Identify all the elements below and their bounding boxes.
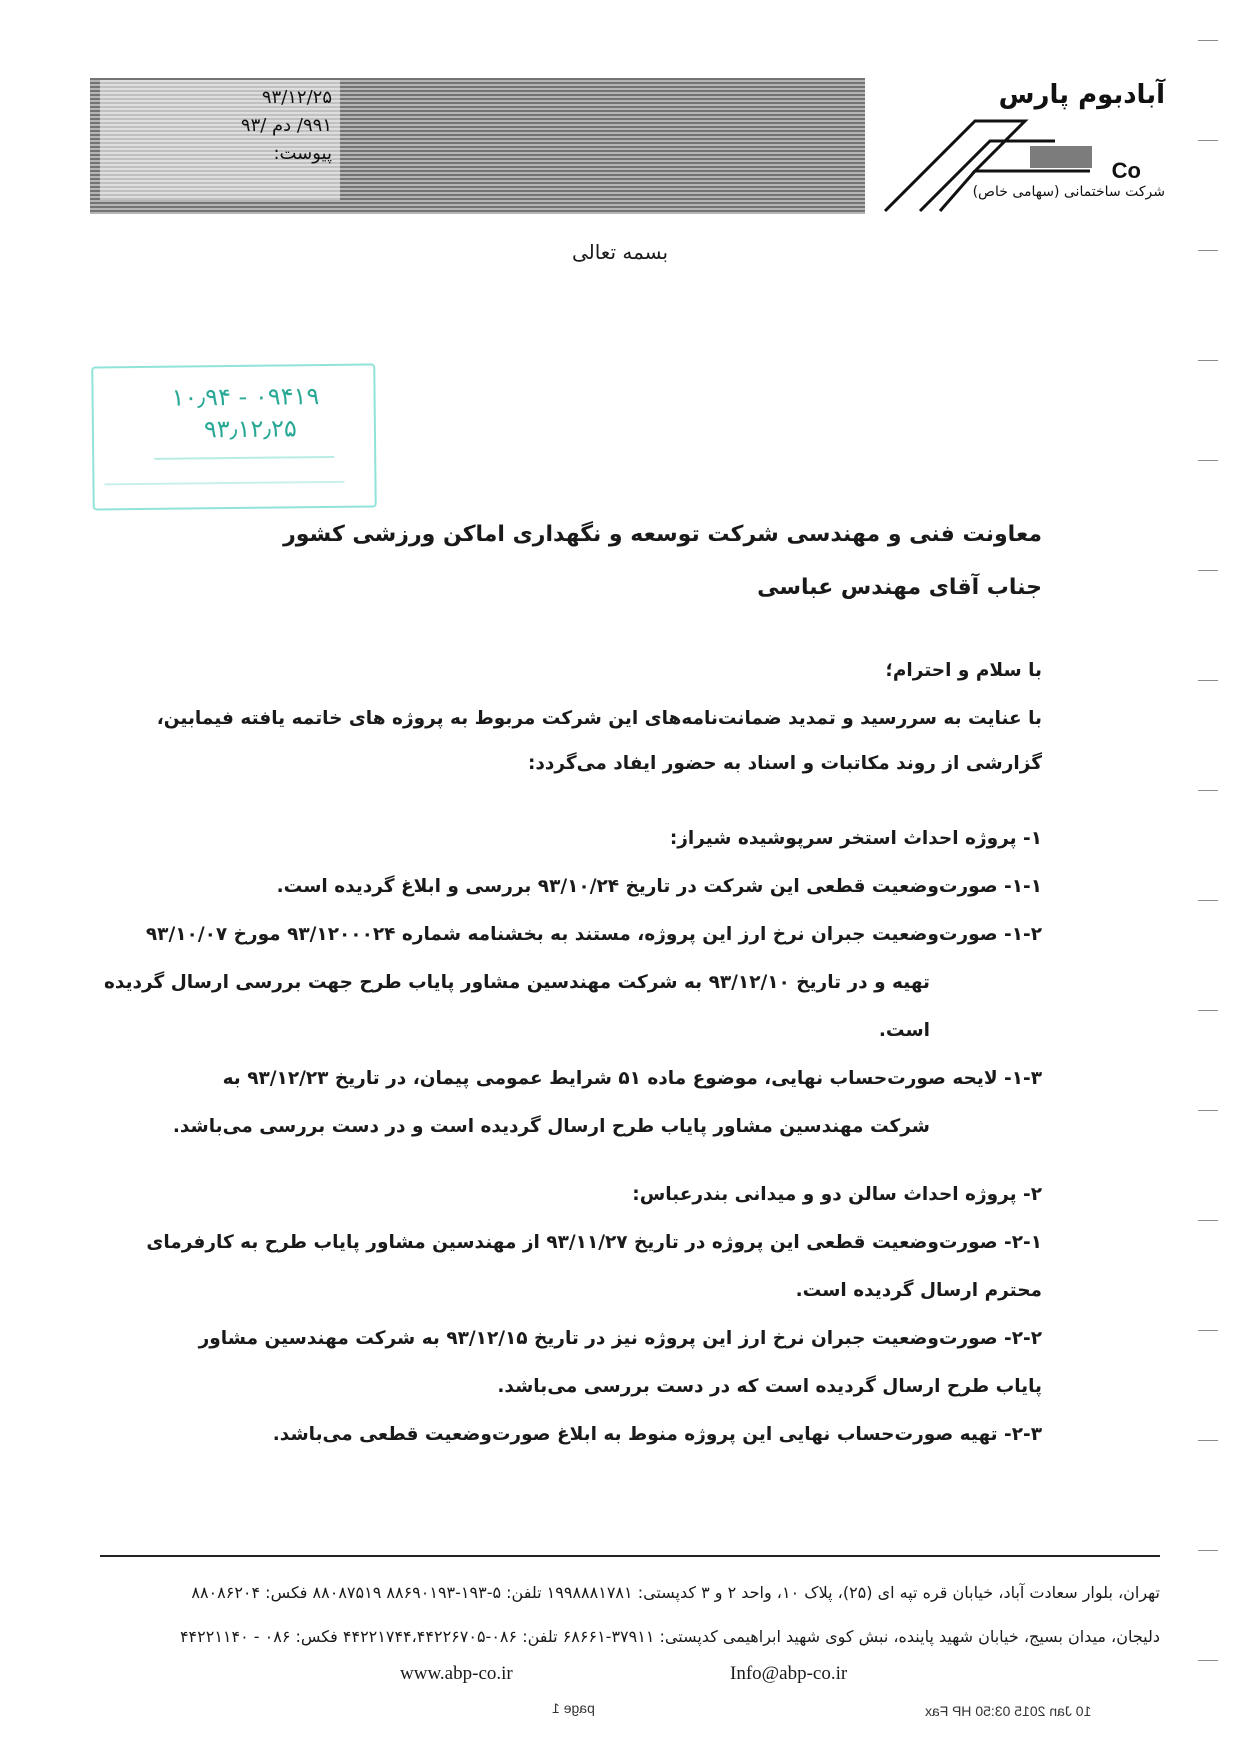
letter-number: ۹۹۱/ دم /۹۳	[240, 115, 332, 136]
footer-address-tehran: تهران، بلوار سعادت آباد، خیابان قره تپه ای (۲۵)، پلاک ۱۰، واحد ۲ و ۳ کدپستی: ۱۹۹۸۸۸۱۷۸۱ تلفن: ۵-۱۹۳-۸۸۶۹۰۱۹۳ ۸۸۰۸۷۵۱۹ فکس: ۸۸۰۸۶۲۰۴	[191, 1583, 1160, 1602]
company-tagline: شرکت ساختمانی (سهامی خاص)	[972, 184, 1165, 200]
bismillah-heading: بسمه تعالی	[571, 240, 669, 264]
company-name: آبادبوم پارس	[998, 80, 1165, 110]
footer-divider	[100, 1555, 1160, 1557]
stamp-date: ۹۳٫۱۲٫۲۵	[203, 414, 297, 444]
margin-tick	[1198, 250, 1218, 251]
margin-tick	[1198, 460, 1218, 461]
item-2-1-line-2: محترم ارسال گردیده است.	[795, 1280, 1042, 1301]
item-1-3-line-2: شرکت مهندسین مشاور پایاب طرح ارسال گردیده است و در دست بررسی می‌باشد.	[172, 1116, 930, 1137]
margin-tick	[1198, 140, 1218, 141]
letter-date: ۹۳/۱۲/۲۵	[261, 87, 332, 108]
recipient-organization: معاونت فنی و مهندسی شرکت توسعه و نگهداری اماکن ورزشی کشور	[283, 522, 1042, 547]
footer-website-link[interactable]: www.abp-co.ir	[400, 1663, 513, 1684]
intro-line-2: گزارشی از روند مکاتبات و اسناد به حضور ایفاد می‌گردد:	[528, 753, 1042, 774]
margin-tick-marks	[1196, 40, 1218, 1720]
section-2-title: ۲- پروژه احداث سالن دو و میدانی بندرعباس:	[632, 1184, 1042, 1205]
stamp-faded-line	[154, 456, 334, 460]
item-1-2-line-1: ۱-۲- صورت‌وضعیت جبران نرخ ارز این پروژه، مستند به بخشنامه شماره ۹۳/۱۲۰۰۰۲۴ مورخ ۹۳/۱۰/۰۷	[145, 924, 1042, 945]
margin-tick	[1198, 1440, 1218, 1441]
footer-address-delijan: دلیجان، میدان بسیج، خیابان شهید پاینده، نبش کوی شهید ابراهیمی کدپستی: ۳۷۹۱۱-۶۸۶۶۱ تلفن: ۰۸۶-۴۴۲۲۱۷۴۴،۴۴۲۲۶۷۰۵ فکس: ۰۸۶ - ۴۴۲۲۱۱۴۰	[179, 1627, 1160, 1646]
margin-tick	[1198, 900, 1218, 901]
item-1-2-line-2: تهیه و در تاریخ ۹۳/۱۲/۱۰ به شرکت مهندسین مشاور پایاب طرح جهت بررسی ارسال گردیده	[103, 972, 930, 993]
margin-tick	[1198, 1110, 1218, 1111]
item-2-1-line-1: ۲-۱- صورت‌وضعیت قطعی این پروژه در تاریخ ۹۳/۱۱/۲۷ از مهندسین مشاور پایاب طرح به کارفرمای	[146, 1232, 1042, 1253]
margin-tick	[1198, 1330, 1218, 1331]
page-number-mark: page 1	[552, 1700, 595, 1716]
item-2-2-line-1: ۲-۲- صورت‌وضعیت جبران نرخ ارز این پروژه نیز در تاریخ ۹۳/۱۲/۱۵ به شرکت مهندسین مشاور	[198, 1328, 1042, 1349]
company-logo	[880, 76, 1165, 216]
registration-stamp	[91, 364, 376, 511]
intro-line-1: با عنایت به سررسید و تمدید ضمانت‌نامه‌های این شرکت مربوط به پروژه های خاتمه یافته فیمابین،	[156, 708, 1042, 729]
margin-tick	[1198, 1010, 1218, 1011]
footer-email-link[interactable]: Info@abp-co.ir	[730, 1663, 848, 1684]
stamp-number: ۱۰٫۹۴ - ۰۹۴۱۹	[171, 382, 320, 412]
item-1-2-line-3: است.	[878, 1020, 930, 1041]
stamp-faded-line	[104, 481, 344, 486]
fax-transmission-mark: 10 Jan 2015 03:50 HP Fax	[925, 1703, 1092, 1719]
item-1-3-line-1: ۱-۳- لایحه صورت‌حساب نهایی، موضوع ماده ۵۱ شرایط عمومی پیمان، در تاریخ ۹۳/۱۲/۲۳ به	[222, 1068, 1042, 1089]
margin-tick	[1198, 570, 1218, 571]
margin-tick	[1198, 40, 1218, 41]
greeting: با سلام و احترام؛	[885, 660, 1042, 681]
margin-tick	[1198, 360, 1218, 361]
margin-tick	[1198, 1660, 1218, 1661]
company-co-label: Co	[1111, 158, 1141, 183]
margin-tick	[1198, 1550, 1218, 1551]
item-2-3: ۲-۳- تهیه صورت‌حساب نهایی این پروژه منوط به ابلاغ صورت‌وضعیت قطعی می‌باشد.	[272, 1424, 1042, 1445]
margin-tick	[1198, 1220, 1218, 1221]
margin-tick	[1198, 680, 1218, 681]
section-1-title: ۱- پروژه احداث استخر سرپوشیده شیراز:	[669, 828, 1042, 849]
recipient-person: جناب آقای مهندس عباسی	[757, 575, 1042, 600]
item-1-1: ۱-۱- صورت‌وضعیت قطعی این شرکت در تاریخ ۹۳/۱۰/۲۴ بررسی و ابلاغ گردیده است.	[276, 876, 1042, 897]
letter-meta-block	[100, 80, 340, 200]
margin-tick	[1198, 790, 1218, 791]
letter-attachment: پیوست:	[273, 143, 332, 164]
item-2-2-line-2: پایاب طرح ارسال گردیده است که در دست بررسی می‌باشد.	[497, 1376, 1042, 1397]
